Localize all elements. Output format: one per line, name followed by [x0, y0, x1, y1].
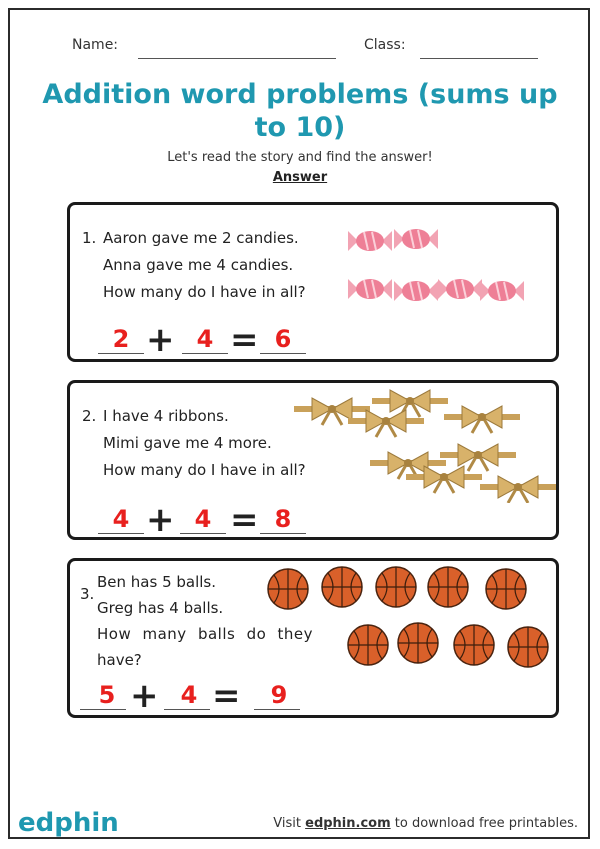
name-label: Name: [72, 37, 119, 53]
worksheet-title: Addition word problems (sums up to 10) [42, 79, 558, 143]
answer-sum: 6 [274, 325, 292, 353]
problem-box-3 [67, 558, 559, 718]
answer-addend-2: 4 [196, 325, 214, 353]
answer-underline [80, 709, 126, 710]
candy-icons [346, 219, 556, 309]
candy-icon [394, 281, 438, 301]
answer-addend-1: 4 [112, 505, 130, 533]
problem-line: have? [97, 651, 142, 669]
answer-addend-2: 4 [194, 505, 212, 533]
candy-icon [348, 231, 392, 251]
footer-text-post: to download free printables. [390, 816, 578, 831]
edphin-logo: edphin [18, 808, 119, 838]
name-blank-line [138, 58, 336, 59]
ribbon-icons [290, 385, 558, 503]
class-blank-line [420, 58, 538, 59]
answer-underline [180, 533, 226, 534]
plus-sign: + [146, 500, 175, 540]
candy-icon [394, 229, 438, 249]
equals-sign: = [230, 320, 259, 360]
basketball-icon [348, 625, 388, 665]
answer-underline [98, 533, 144, 534]
problem-box-2 [67, 380, 559, 540]
problem-line: How many do I have in all? [103, 283, 306, 301]
basketball-icon [398, 623, 438, 663]
candy-icon [438, 279, 482, 299]
equals-sign: = [230, 500, 259, 540]
problem-number: 2. [82, 407, 97, 425]
answer-underline [260, 353, 306, 354]
answer-label: Answer [272, 170, 328, 185]
ribbon-bow-icon [372, 390, 448, 417]
problem-line: Greg has 4 balls. [97, 599, 224, 617]
problem-line: How many balls do they [97, 625, 314, 643]
class-label: Class: [364, 37, 406, 53]
plus-sign: + [130, 676, 159, 716]
answer-sum: 9 [270, 681, 288, 709]
equals-sign: = [212, 676, 241, 716]
candy-icon [348, 279, 392, 299]
footer-text [273, 816, 578, 831]
basketball-icon [428, 567, 468, 607]
footer-link[interactable]: edphin.com [305, 816, 391, 831]
answer-addend-1: 5 [98, 681, 116, 709]
worksheet-subtitle: Let's read the story and find the answer! [167, 150, 433, 165]
problem-line: Aaron gave me 2 candies. [103, 229, 299, 247]
basketball-icon [454, 625, 494, 665]
answer-addend-1: 2 [112, 325, 130, 353]
ribbon-bow-icon [444, 406, 520, 433]
problem-line: I have 4 ribbons. [103, 407, 229, 425]
problem-line: Anna gave me 4 candies. [103, 256, 294, 274]
ribbon-bow-icon [348, 410, 424, 437]
footer-text-pre: Visit [273, 816, 306, 831]
candy-icon [480, 281, 524, 301]
basketball-icon [508, 627, 548, 667]
problem-box-1 [67, 202, 559, 362]
problem-line: How many do I have in all? [103, 461, 306, 479]
ribbon-bow-icon [406, 466, 482, 493]
answer-underline [260, 533, 306, 534]
basketball-icon [486, 569, 526, 609]
problem-line: Mimi gave me 4 more. [103, 434, 272, 452]
answer-underline [182, 353, 228, 354]
answer-sum: 8 [274, 505, 292, 533]
problem-line: Ben has 5 balls. [97, 573, 217, 591]
basketball-icons [252, 563, 558, 673]
problem-number: 1. [82, 229, 97, 247]
ribbon-bow-icon [480, 476, 556, 503]
answer-underline [254, 709, 300, 710]
answer-underline [98, 353, 144, 354]
problem-number: 3. [80, 585, 95, 603]
answer-underline [164, 709, 210, 710]
plus-sign: + [146, 320, 175, 360]
ribbon-bow-icon [440, 444, 516, 471]
basketball-icon [268, 569, 308, 609]
basketball-icon [376, 567, 416, 607]
answer-addend-2: 4 [180, 681, 198, 709]
basketball-icon [322, 567, 362, 607]
